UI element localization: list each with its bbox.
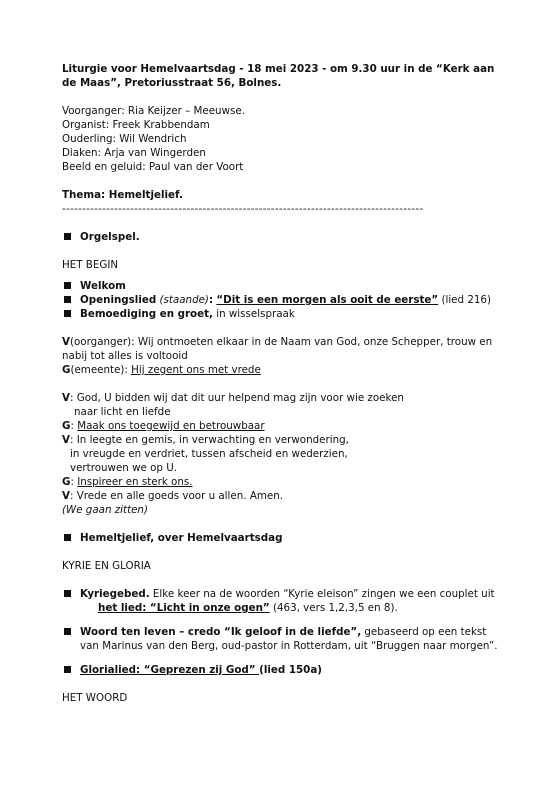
liturgy-document	[62, 62, 502, 705]
prayer-v1: V: God, U bidden wij dat dit uur helpend mag zijn voor wie zoeken	[62, 392, 404, 404]
prayer-v1-cont: naar licht en liefde	[74, 406, 171, 418]
bullet-square-icon	[64, 233, 71, 240]
bullet-square-icon	[64, 282, 71, 289]
openingslied-item: Openingslied (staande): “Dit is een morgen als ooit de eerste” (lied 216)	[62, 293, 502, 307]
bullet-square-icon	[64, 310, 71, 317]
document-title-line1: Liturgie voor Hemelvaartsdag - 18 mei 2023 - om 9.30 uur in de “Kerk aan	[62, 63, 495, 75]
gloria-item: Glorialied: “Geprezen zij God” (lied 150a)	[62, 663, 502, 677]
prayer-v3: V: Vrede en alle goeds voor u allen. Amen.	[62, 490, 284, 502]
theme-heading: Thema: Hemeltjelief.	[62, 189, 183, 201]
openingslied-title: “Dit is een morgen als ooit de eerste”	[216, 294, 439, 306]
document-title-line2: de Maas”, Pretoriusstraat 56, Bolnes.	[62, 77, 282, 89]
bullet-square-icon	[64, 628, 71, 635]
kyrie-song-title: het lied: “Licht in onze ogen”	[98, 602, 270, 614]
woord-item: Woord ten leven – credo “Ik geloof in de liefde”, gebaseerd op een tekst van Marinus van den Berg, oud-pastor in Rotterdam, uit “Bruggen naar morgen”.	[62, 625, 502, 653]
bemoediging-item: Bemoediging en groet, in wisselspraak	[62, 307, 502, 321]
gloria-song-title: Glorialied: “Geprezen zij God”	[80, 664, 260, 676]
votum-block	[62, 335, 502, 377]
section-heading-kyrie: KYRIE EN GLORIA	[62, 560, 151, 572]
section-heading-begin: HET BEGIN	[62, 259, 119, 271]
prayer-g1: G: Maak ons toegewijd en betrouwbaar	[62, 420, 265, 432]
bullet-square-icon	[64, 296, 71, 303]
person-beeld-geluid: Beeld en geluid: Paul van der Voort	[62, 161, 244, 173]
bullet-square-icon	[64, 590, 71, 597]
prayer-v2: V: In leegte en gemis, in verwachting en verwondering,	[62, 434, 349, 446]
person-diaken: Diaken: Arja van Wingerden	[62, 147, 206, 159]
votum-gemeente: G(emeente): Hij zegent ons met vrede	[62, 364, 261, 376]
person-voorganger: Voorganger: Ria Keijzer – Meeuwse.	[62, 105, 245, 117]
bullet-square-icon	[64, 666, 71, 673]
prayer-v2-cont1: in vreugde en verdriet, tussen afscheid en wederzien,	[70, 448, 348, 460]
people-list	[62, 104, 502, 174]
prayer-block	[62, 391, 502, 517]
person-ouderling: Ouderling: Wil Wendrich	[62, 133, 187, 145]
person-organist: Organist: Freek Krabbendam	[62, 119, 210, 131]
sit-note: (We gaan zitten)	[62, 504, 148, 516]
hemeltjelief-item: Hemeltjelief, over Hemelvaartsdag	[62, 531, 502, 545]
bullet-square-icon	[64, 534, 71, 541]
section-heading-woord: HET WOORD	[62, 692, 128, 704]
prayer-g2: G: Inspireer en sterk ons.	[62, 476, 193, 488]
prayer-v2-cont2: vertrouwen we op U.	[70, 462, 178, 474]
votum-voorganger-cont: nabij tot alles is voltooid	[62, 350, 188, 362]
kyrie-item: Kyriegebed. Elke keer na de woorden “Kyrie eleison” zingen we een couplet uit het lied: “Licht in onze ogen” (463, vers 1,2,3,5 en 8).	[62, 587, 502, 615]
divider-line: ------------------------------------------------------------------------------------------	[62, 203, 424, 215]
votum-voorganger: V(oorganger): Wij ontmoeten elkaar in de Naam van God, onze Schepper, trouw en	[62, 336, 493, 348]
orgelspel-item: Orgelspel.	[62, 230, 502, 244]
welkom-item: Welkom	[62, 279, 502, 293]
